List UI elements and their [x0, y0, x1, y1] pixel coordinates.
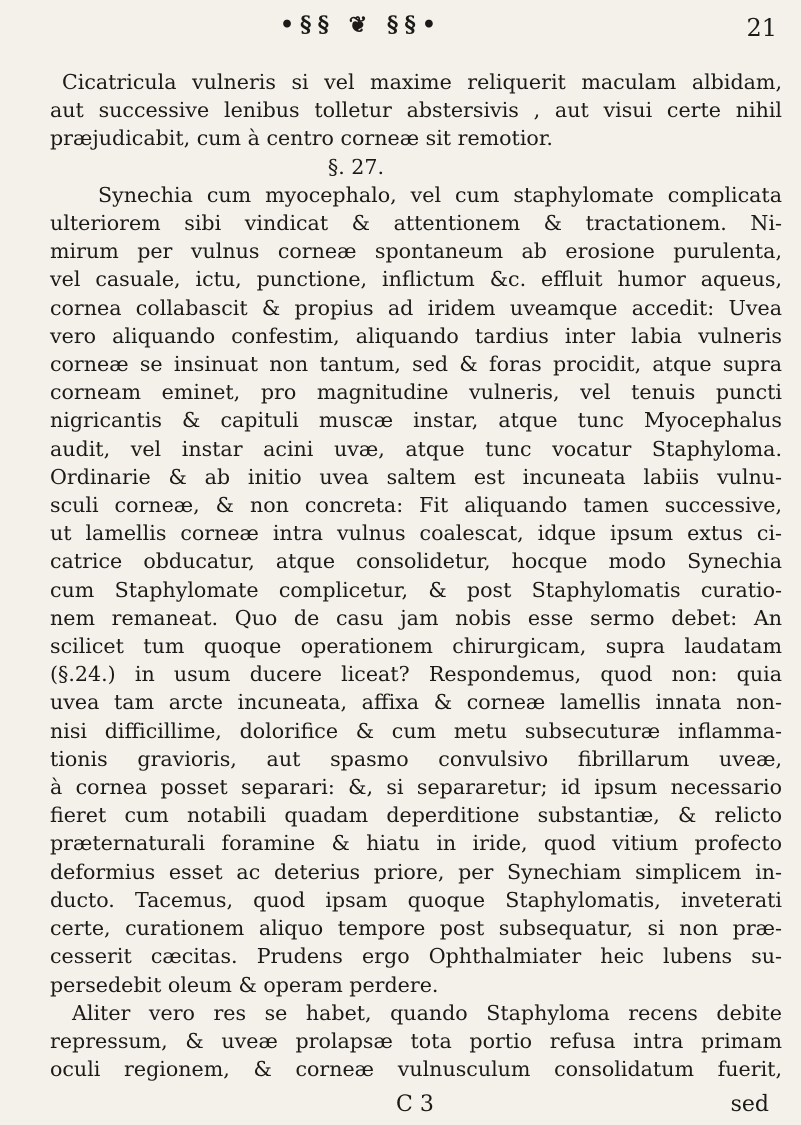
text-line: (§.24.) in usum ducere liceat? Respondemus, quod non: quia: [50, 662, 782, 687]
text-line: ulteriorem sibi vindicat & attentionem & tractationem. Ni-: [50, 211, 782, 236]
text-line: nigricantis & capituli muscæ instar, atque tunc Myocephalus: [50, 408, 782, 433]
text-line: aut successive lenibus tolletur abstersivis , aut visui certe nihil: [50, 98, 782, 123]
text-line: corneæ se insinuat non tantum, sed & foras procidit, atque supra: [50, 352, 782, 377]
text-line: præternaturali foramine & hiatu in iride, quod vitium profecto: [50, 831, 782, 856]
text-line: vero aliquando confestim, aliquando tardius inter labia vulneris: [50, 323, 782, 348]
page-header: [0, 8, 801, 48]
text-line: scilicet tum quoque operationem chirurgicam, supra laudatam: [50, 634, 782, 659]
text-line: cesserit cæcitas. Prudens ergo Ophthalmiater heic lubens su-: [50, 944, 782, 969]
signature-mark: C 3: [396, 1092, 434, 1117]
text-line: vel casuale, ictu, punctione, inflictum &c. effluit humor aqueus,: [50, 267, 782, 292]
text-line: repressum, & uveæ prolapsæ tota portio refusa intra primam: [50, 1028, 782, 1053]
text-line: certe, curationem aliquo tempore post subsequatur, si non præ-: [50, 916, 782, 941]
text-line: ut lamellis corneæ intra vulnus coalescat, idque ipsum extus ci-: [50, 521, 782, 546]
text-line: cum Staphylomate complicetur, & post Staphylomatis curatio-: [50, 577, 782, 602]
text-line: à cornea posset separari: &, si separaretur; id ipsum necessario: [50, 775, 782, 800]
text-line: corneam eminet, pro magnitudine vulneris, vel tenuis puncti: [50, 380, 782, 405]
text-line: Synechia cum myocephalo, vel cum staphylomate complicata: [98, 182, 782, 207]
text-line: nem remaneat. Quo de casu jam nobis esse sermo debet: An: [50, 605, 782, 630]
header-ornament: •§§ ❦ §§•: [280, 12, 442, 38]
text-line: nisi difficillime, dolorifice & cum metu subsecuturæ inflamma-: [50, 718, 782, 743]
page-number: 21: [746, 14, 777, 42]
text-line: fieret cum notabili quadam deperditione substantiæ, & relicto: [50, 803, 782, 828]
text-line: præjudicabit, cum à centro corneæ sit remotior.: [50, 126, 553, 151]
text-line: Ordinarie & ab initio uvea saltem est incuneata labiis vulnu-: [50, 464, 782, 489]
text-line: Aliter vero res se habet, quando Staphyloma recens debite: [72, 1000, 782, 1025]
text-line: catrice obducatur, atque consolidetur, hocque modo Synechia: [50, 549, 782, 574]
text-line: mirum per vulnus corneæ spontaneum ab erosione purulenta,: [50, 239, 782, 264]
text-line: persedebit oleum & operam perdere.: [50, 972, 439, 997]
text-line: cornea collabascit & propius ad iridem uveamque accedit: Uvea: [50, 295, 782, 320]
text-line: ducto. Tacemus, quod ipsam quoque Staphylomatis, inveterati: [50, 887, 782, 912]
text-line: uvea tam arcte incuneata, affixa & corneæ lamellis innata non-: [50, 690, 782, 715]
text-line: tionis gravioris, aut spasmo convulsivo fibrillarum uveæ,: [50, 746, 782, 771]
text-line: sculi corneæ, & non concreta: Fit aliquando tamen successive,: [50, 493, 782, 518]
text-line: oculi regionem, & corneæ vulnusculum consolidatum fuerit,: [50, 1057, 782, 1082]
text-line: Cicatricula vulneris si vel maxime reliquerit maculam albidam,: [62, 70, 782, 94]
text-line: audit, vel instar acini uvæ, atque tunc vocatur Staphyloma.: [50, 436, 782, 461]
catchword: sed: [730, 1092, 769, 1117]
section-heading: §. 27.: [327, 154, 385, 179]
text-line: deformius esset ac deterius priore, per Synechiam simplicem in-: [50, 859, 782, 884]
main-text: [50, 68, 782, 1083]
page-footer: [0, 1092, 801, 1122]
